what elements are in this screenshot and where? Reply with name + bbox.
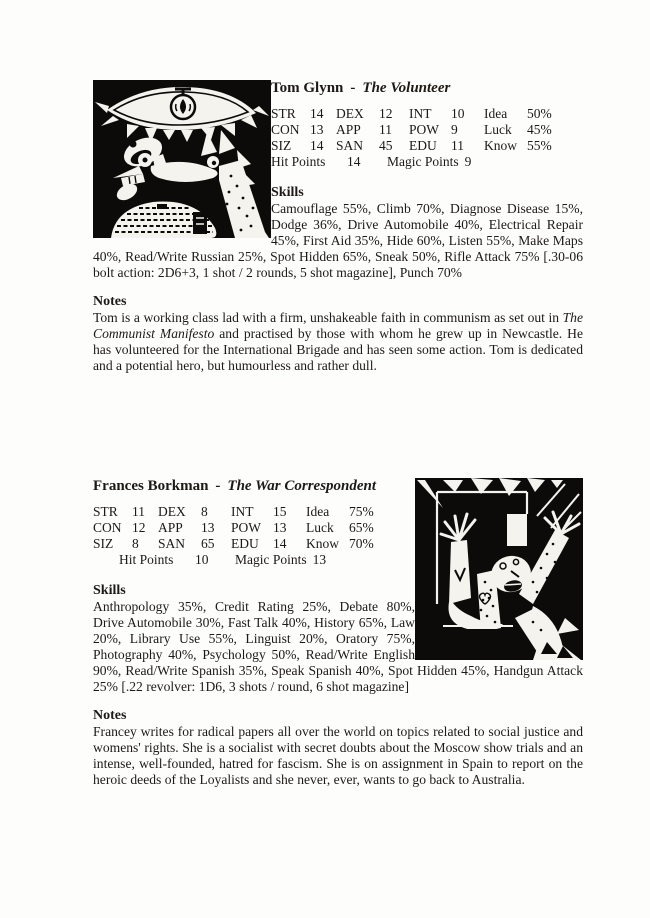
guernica-falling-figure-art: [415, 478, 583, 660]
stat-label: CON: [271, 122, 300, 137]
notes-italic-title: The Communist Manifesto: [93, 310, 583, 341]
notes-block: [93, 294, 583, 374]
stat-value: 14: [273, 536, 287, 551]
character-name: Tom Glynn: [271, 80, 344, 96]
notes-heading: Notes: [93, 708, 127, 723]
stat-label: Idea: [306, 504, 330, 519]
character-name: Frances Borkman: [93, 478, 209, 494]
hit-points-label: Hit Points: [271, 154, 326, 169]
stat-value: 13: [273, 520, 287, 535]
hit-points-value: 10: [195, 552, 209, 567]
stat-label: DEX: [158, 504, 186, 519]
stat-label: INT: [231, 504, 254, 519]
stat-value: 8: [201, 504, 208, 519]
notes-text-after: and practised by those with whom he grew up in Newcastle. He has volunteered for the International Brigade and has seen some action. Tom is dedicated and a potential hero, but humourless and rather dull.: [93, 326, 584, 373]
stat-value: 65: [201, 536, 215, 551]
stat-value: 11: [451, 138, 464, 153]
guernica-sun-and-horse-art: [93, 80, 271, 238]
stat-value: 75%: [349, 504, 374, 519]
tom-glynn-illustration: [93, 80, 271, 238]
hit-points-label: Hit Points: [119, 552, 174, 567]
stat-label: POW: [409, 122, 439, 137]
skills-paragraph: Camouflage 55%, Climb 70%, Diagnose Disease 15%, Dodge 36%, Drive Automobile 40%, Electrical Repair 45%, First Aid 35%, Hide 60%, Listen 55%, Make Maps 40%, Read/Write Russian 25%, Spot Hidden 65%, Sneak 50%, Rifle Attack 75% [.30-06 bolt action: 2D6+3, 1 shot / 2 rounds, 5 shot magazine], Punch 70%: [93, 201, 583, 280]
stat-value: 10: [451, 106, 465, 121]
magic-points-label: Magic Points: [235, 552, 307, 567]
stat-value: 70%: [349, 536, 374, 551]
stat-label: Idea: [484, 106, 508, 121]
frances-borkman-illustration: [415, 478, 583, 660]
stat-value: 45: [379, 138, 393, 153]
stat-label: STR: [93, 504, 118, 519]
stat-label: Luck: [484, 122, 512, 137]
magic-points-value: 13: [312, 552, 327, 567]
skills-heading: Skills: [93, 583, 126, 598]
stat-value: 14: [310, 138, 324, 153]
stat-label: APP: [336, 122, 361, 137]
stat-label: SIZ: [93, 536, 114, 551]
stat-label: INT: [409, 106, 432, 121]
stat-value: 13: [201, 520, 215, 535]
stat-label: DEX: [336, 106, 364, 121]
header-dash: -: [215, 478, 221, 494]
header-dash: -: [350, 80, 356, 96]
stat-label: EDU: [409, 138, 437, 153]
stat-value: 55%: [527, 138, 552, 153]
stat-label: SAN: [336, 138, 364, 153]
page-content: [93, 80, 583, 788]
stat-label: CON: [93, 520, 122, 535]
stat-label: EDU: [231, 536, 259, 551]
stat-label: Luck: [306, 520, 334, 535]
stat-label: Know: [306, 536, 339, 551]
stat-label: STR: [271, 106, 296, 121]
skills-heading: Skills: [271, 185, 304, 200]
hit-points-value: 14: [347, 154, 361, 169]
skills-paragraph: Anthropology 35%, Credit Rating 25%, Debate 80%, Drive Automobile 30%, Fast Talk 40%, History 65%, Law 20%, Library Use 55%, Linguist 20%, Oratory 75%, Photography 40%, Psychology 50%, Read/Write English 90%, Read/Write Spanish 35%, Speak Spanish 40%, Spot Hidden 45%, Handgun Attack 25% [.22 revolver: 1D6, 3 shots / round, 6 shot magazine]: [93, 599, 583, 694]
stat-label: SIZ: [271, 138, 292, 153]
stat-value: 11: [132, 504, 145, 519]
stat-label: SAN: [158, 536, 186, 551]
magic-points-value: 9: [464, 154, 472, 169]
stat-label: APP: [158, 520, 183, 535]
stat-value: 50%: [527, 106, 552, 121]
stat-value: 45%: [527, 122, 552, 137]
stat-value: 12: [132, 520, 146, 535]
stat-value: 12: [379, 106, 393, 121]
stat-value: 14: [310, 106, 324, 121]
notes-text-before: Tom is a working class lad with a firm, unshakeable faith in communism as set out in: [93, 310, 563, 325]
magic-points-label: Magic Points: [387, 154, 459, 169]
stat-label: Know: [484, 138, 517, 153]
stat-value: 13: [310, 122, 324, 137]
notes-paragraph: Francey writes for radical papers all over the world on topics related to social justice and womens' rights. She is a socialist with secret doubts about the Moscow show trials and an intense, well-founded, hatred for fascism. She is on assignment in Spain to report on the heroic deeds of the Loyalists and she never, ever, wants to go back to Australia.: [93, 724, 583, 787]
stat-value: 8: [132, 536, 139, 551]
notes-heading: Notes: [93, 294, 127, 309]
character-title: The War Correspondent: [227, 478, 377, 494]
stat-value: 15: [273, 504, 287, 519]
notes-paragraph: [93, 310, 583, 374]
character-title: The Volunteer: [362, 80, 451, 96]
stat-value: 11: [379, 122, 392, 137]
character-sheet-frances-borkman: [93, 478, 583, 788]
notes-block: [93, 708, 583, 788]
stat-value: 65%: [349, 520, 374, 535]
stat-value: 9: [451, 122, 458, 137]
stat-label: POW: [231, 520, 261, 535]
character-sheet-tom-glynn: [93, 80, 583, 374]
